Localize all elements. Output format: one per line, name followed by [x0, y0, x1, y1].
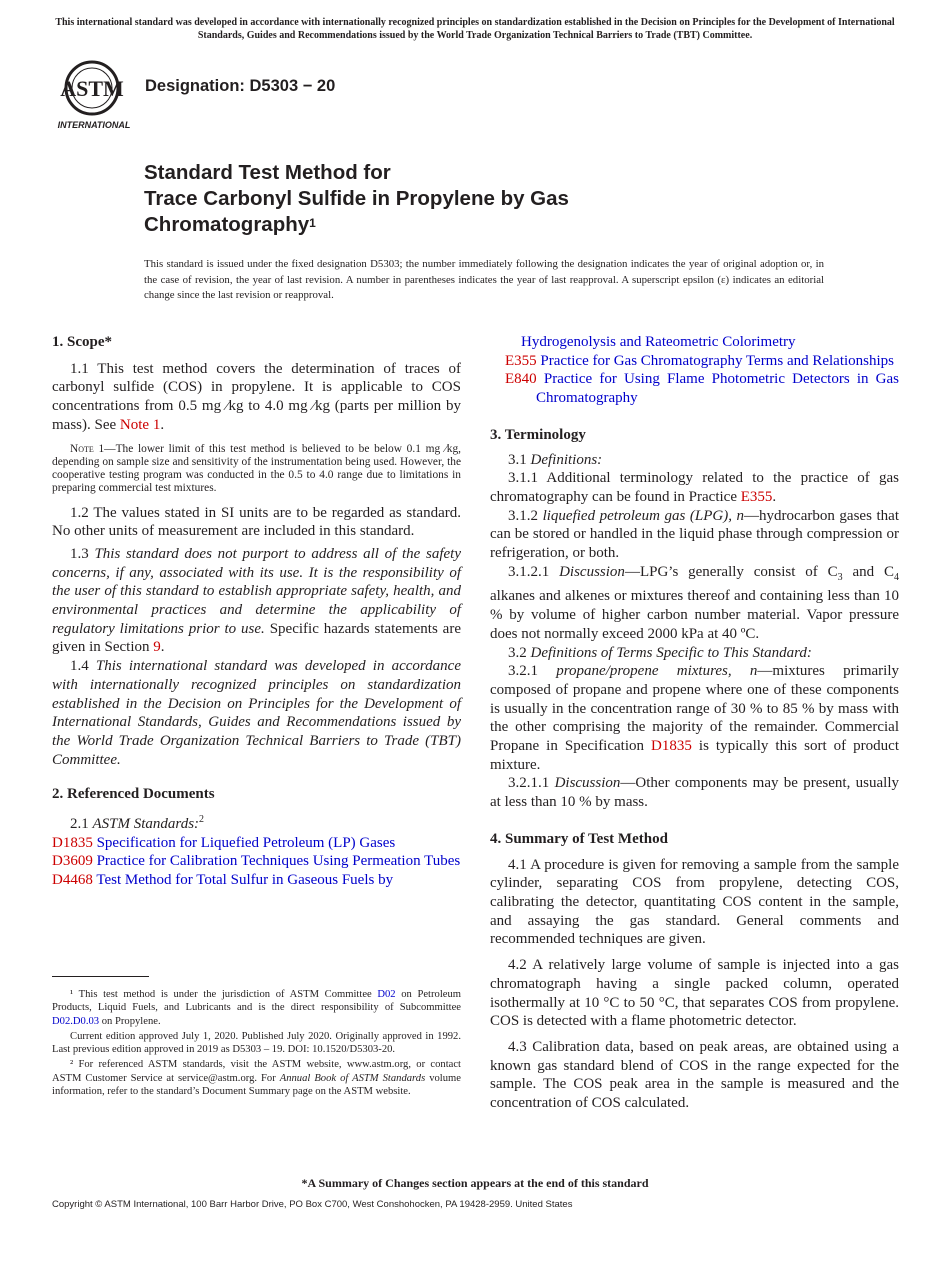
- ref-code-d3609[interactable]: D3609: [52, 853, 93, 870]
- header-notice: This international standard was developed in accordance with internationally recognized principles on standardization established in the Decision on Principles for the Development of International Standards, Guides and Recommendations issued by the World Trade Organization Technical Barriers to Trade (TBT) Committee.: [55, 17, 895, 41]
- para-3-2-1-1-rest: —Other components may be present, usually at less than 10 % by mass.: [490, 775, 899, 811]
- para-1-3-end: .: [160, 639, 165, 656]
- committee-d02-link[interactable]: D02: [377, 989, 396, 1000]
- title-line-3: [144, 212, 844, 238]
- para-1-3-num: 1.3: [70, 545, 95, 562]
- para-3-1-2-1-c: alkanes and alkenes or mixtures thereof and containing less than 10 % by volume of higher carbon number material. Vapor pressure does not normally exceed 2000 kPa at 40 ºC.: [490, 588, 899, 642]
- logo-label: INTERNATIONAL: [57, 120, 131, 130]
- para-1-1: [52, 360, 461, 435]
- para-2-1: [52, 811, 461, 834]
- para-3-1-2-num: 3.1.2: [508, 507, 543, 524]
- refdocs-heading: 2. Referenced Documents: [52, 786, 215, 803]
- ref-d1835: [52, 834, 461, 853]
- ref-title-d4468[interactable]: Test Method for Total Sulfur in Gaseous Fuels by: [96, 872, 394, 889]
- ref-code-e355[interactable]: E355: [505, 352, 537, 369]
- para-3-1-2: [490, 507, 899, 563]
- para-3-2-1-italic: propane/propene mixtures, n: [556, 663, 758, 680]
- note-1-link[interactable]: Note 1: [119, 416, 161, 433]
- ref-e355: [505, 352, 899, 371]
- footnote-1-a: ¹ This test method is under the jurisdiction of ASTM Committee: [70, 989, 378, 1000]
- e355-link[interactable]: E355: [740, 488, 773, 505]
- terminology-heading: 3. Terminology: [490, 426, 586, 443]
- c4-subscript: 4: [894, 571, 899, 583]
- para-3-1-2-1-b: and C: [842, 563, 894, 580]
- ref-d4468-continued[interactable]: Hydrogenolysis and Rateometric Colorimetry: [521, 334, 796, 350]
- summary-of-changes-note: *A Summary of Changes section appears at the end of this standard: [301, 1176, 649, 1190]
- para-1-4-num: 1.4: [70, 658, 96, 675]
- para-3-2-1-1: [490, 774, 899, 811]
- para-1-3: [52, 545, 461, 657]
- para-3-2-1-num: 3.2.1: [508, 663, 557, 680]
- para-3-1-2-rest: —hydrocarbon gases that can be stored or handled in the liquid phase through compression or refrigeration, or both.: [490, 507, 899, 562]
- para-3-1-1-end: .: [772, 488, 777, 505]
- note-1-text: 1—The lower limit of this test method is believed to be below 0.1 mg ⁄kg, depending on sample size and sensitivity of the instrumentation being used. However, the cooperative testing program was conducted in the 0.5 to 4.0 range due to limitations in preparing commercial test mixtures.: [52, 442, 461, 494]
- ref-code-d1835[interactable]: D1835: [52, 834, 93, 851]
- logo-letters: ASTM: [60, 76, 124, 101]
- para-3-1-2-1-num: 3.1.2.1: [508, 563, 560, 580]
- ref-e840: [505, 370, 899, 407]
- para-2-1-num: 2.1: [70, 816, 93, 833]
- right-column: [490, 333, 899, 1113]
- para-3-1-2-1-a: —LPG’s generally consist of C: [624, 563, 838, 580]
- para-1-4-italic: This international standard was developed in accordance with internationally recognized principles on standardization established in the Decision on Principles for the Development of International Standards, Guides and Recommendations issued by the World Trade Organization Technical Barriers to Trade (TBT) Committee.: [52, 658, 462, 768]
- title-footnote-mark: 1: [309, 216, 316, 230]
- ref-title-d3609[interactable]: Practice for Calibration Techniques Using Permeation Tubes: [96, 853, 461, 870]
- ref-code-d4468[interactable]: D4468: [52, 872, 93, 889]
- title-line-1: Standard Test Method for: [144, 161, 391, 184]
- para-3-2-italic: Definitions of Terms Specific to This Standard:: [530, 644, 812, 661]
- ref-title-e840[interactable]: Practice for Using Flame Photometric Detectors in Gas Chromatography: [536, 371, 900, 407]
- footnote-1: [52, 988, 461, 1028]
- para-1-3-italic: This standard does not purport to address all of the safety concerns, if any, associated with its use. It is the responsibility of the user of this standard to establish appropriate safety, health, and environmental practices and determine the applicability of regulatory limitations prior to use.: [52, 545, 462, 637]
- para-3-2-1-1-num: 3.2.1.1: [508, 775, 555, 792]
- ref-d4468: [52, 871, 461, 890]
- para-3-2-1-end: is typically this sort of product mixture.: [490, 738, 899, 773]
- footnote-2-a: ² For referenced ASTM standards, visit the ASTM website, www.astm.org, or contact ASTM Customer Service at service@astm.org. For: [52, 1059, 461, 1084]
- footnote-2: [52, 1058, 461, 1098]
- para-2-1-sup: 2: [199, 814, 205, 826]
- para-3-2-1-1-italic: Discussion: [554, 775, 621, 792]
- para-4-1: 4.1 A procedure is given for removing a sample from the sample cylinder, separating COS from propylene, detecting COS, calibrating the detector, quantitating COS content in the sample, and assaying the gas standard. General comments and recommended techniques are given.: [490, 856, 899, 948]
- ref-title-d1835[interactable]: Specification for Liquefied Petroleum (LP) Gases: [96, 834, 396, 851]
- title-line-3-text: Chromatography: [144, 213, 310, 236]
- para-3-1-2-1: [490, 563, 899, 644]
- para-3-1-italic: Definitions:: [530, 451, 603, 468]
- para-4-2: 4.2 A relatively large volume of sample is injected into a gas chromatograph having a single packed column, operated isothermally at 10 °C to 50 °C, that separates COS from propylene. COS is detected with a flame photometric detector.: [490, 957, 899, 1030]
- footnote-1-edition: Current edition approved July 1, 2020. Published July 2020. Originally approved in 1992. Last previous edition approved in 2019 as D5303 – 19. DOI: 10.1520/D5303-20.: [52, 1030, 461, 1056]
- para-3-2: [490, 644, 899, 663]
- issuance-statement: This standard is issued under the fixed designation D5303; the number immediately following the designation indicates the year of original adoption or, in the case of revision, the year of last revision. A number in parentheses indicates the year of last reapproval. A superscript epsilon (ε) indicates an editorial change since the last revision or reapproval.: [144, 258, 824, 301]
- footnote-2-b: volume information, refer to the standard’s Document Summary page on the ASTM website.: [52, 1072, 461, 1098]
- para-3-1: [490, 451, 899, 470]
- ref-d3609: [52, 852, 461, 871]
- para-1-1-text: 1.1 This test method covers the determination of traces of carbonyl sulfide (COS) in propylene. It is applicable to COS concentrations from 0.5 mg ⁄kg to 4.0 mg ⁄kg (parts per million by mass). See: [52, 360, 461, 433]
- d1835-link[interactable]: D1835: [651, 738, 692, 755]
- para-3-1-2-1-italic: Discussion: [559, 563, 625, 580]
- scope-heading: 1. Scope*: [52, 334, 112, 350]
- para-4-3: 4.3 Calibration data, based on peak areas, are obtained using a known gas standard blend of COS in the range expected for the sample. The COS peak area in the sample is measured and the concentration of COS calculated.: [490, 1038, 899, 1112]
- para-3-1-1: [490, 469, 899, 506]
- para-3-2-1-rest: —mixtures primarily composed of propane and propene where one of these components is usually in the concentration range of 30 % to 85 % by mass with the other comprising the majority of the remainder. Commercial Propane in Specification: [490, 663, 899, 755]
- para-1-4: [52, 657, 461, 769]
- para-1-3-rest: Specific hazards statements are given in Section: [52, 620, 461, 656]
- footnote-2-italic: Annual Book of ASTM Standards: [279, 1072, 426, 1084]
- para-3-1-2-italic: liquefied petroleum gas (LPG), n: [542, 507, 745, 524]
- document-title: [144, 160, 844, 238]
- left-column: [52, 333, 461, 890]
- designation: Designation: D5303 − 20: [145, 77, 336, 95]
- para-3-2-1: [490, 662, 899, 774]
- para-1-1-end: .: [160, 416, 165, 433]
- footnote-1-c: on Propylene.: [99, 1015, 161, 1027]
- para-3-1-num: 3.1: [508, 451, 531, 468]
- note-1: [52, 443, 461, 495]
- footnote-rule: [52, 976, 149, 977]
- summary-heading: 4. Summary of Test Method: [490, 830, 668, 847]
- title-line-2: Trace Carbonyl Sulfide in Propylene by Gas: [144, 187, 569, 210]
- copyright: Copyright © ASTM International, 100 Barr Harbor Drive, PO Box C700, West Conshohocken, PA 19428-2959. United States: [52, 1199, 573, 1210]
- para-2-1-italic: ASTM Standards:: [92, 816, 200, 833]
- para-1-2: 1.2 The values stated in SI units are to be regarded as standard. No other units of measurement are included in this standard.: [52, 504, 461, 540]
- note-1-label: Note: [70, 442, 94, 455]
- astm-logo-graphic: [52, 58, 136, 132]
- para-3-2-num: 3.2: [508, 644, 531, 661]
- ref-code-e840[interactable]: E840: [505, 371, 537, 388]
- c3-subscript: 3: [837, 571, 843, 583]
- astm-logo: [52, 58, 136, 132]
- section-9-link[interactable]: 9: [153, 639, 161, 656]
- ref-title-e355[interactable]: Practice for Gas Chromatography Terms and Relationships: [540, 352, 895, 369]
- footnote-1-b: on Petroleum Products, Liquid Fuels, and Lubricants and is the direct responsibility of Subcommittee: [52, 989, 462, 1014]
- para-3-1-1-text: 3.1.1 Additional terminology related to the practice of gas chromatography can be found in Practice: [490, 470, 899, 505]
- footnotes: [52, 988, 461, 1098]
- subcommittee-link[interactable]: D02.D0.03: [52, 1015, 100, 1027]
